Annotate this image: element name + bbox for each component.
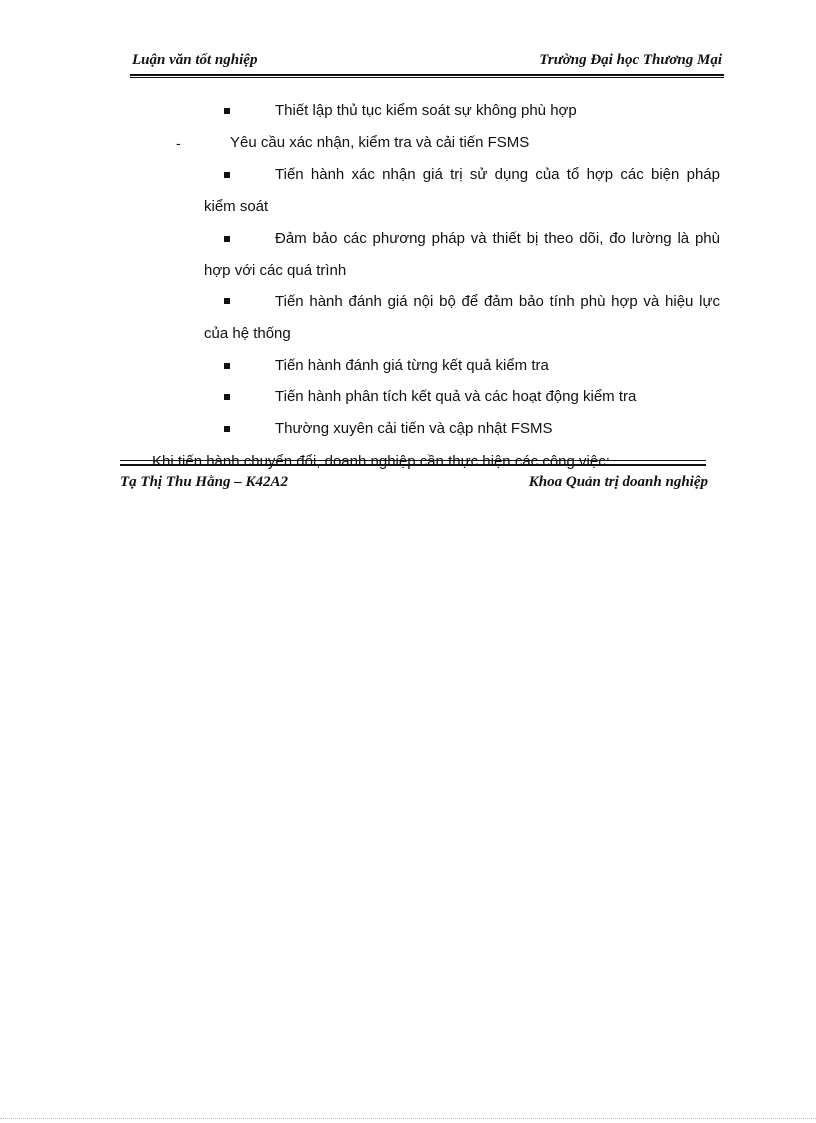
list-item: Đảm bảo các phương pháp và thiết bị theo dõi, đo lường là phù: [275, 230, 720, 247]
list-item: Thiết lập thủ tục kiểm soát sự không phù hợp: [275, 102, 577, 119]
struck-paragraph: Khi tiến hành chuyển đổi, doanh nghiệp cần thực hiện các công việc:: [152, 453, 610, 470]
list-item-continuation: hợp với các quá trình: [204, 262, 347, 279]
page-break-rule: [0, 1118, 816, 1119]
footer-faculty-label: Khoa Quản trị doanh nghiệp: [528, 474, 708, 490]
header-thesis-label: Luận văn tốt nghiệp: [132, 52, 258, 68]
list-item-heading: Yêu cầu xác nhận, kiểm tra và cải tiến FSMS: [230, 134, 530, 151]
strike-rule-thick: [120, 464, 706, 466]
bullet-icon: [224, 363, 230, 369]
list-item: Tiến hành đánh giá nội bộ để đảm bảo tính phù hợp và hiệu lực: [275, 293, 720, 310]
list-item: Thường xuyên cải tiến và cập nhật FSMS: [275, 420, 553, 437]
header-rule: [130, 74, 724, 76]
bullet-icon: [224, 172, 230, 178]
bullet-icon: [224, 236, 230, 242]
dash-icon: -: [176, 135, 181, 151]
list-item-continuation: kiểm soát: [204, 198, 269, 215]
page-footer: [120, 474, 708, 496]
bullet-icon: [224, 394, 230, 400]
header-rule-thin: [130, 77, 724, 78]
list-item: Tiến hành xác nhận giá trị sử dụng của tổ hợp các biện pháp: [275, 166, 720, 183]
bullet-icon: [224, 426, 230, 432]
list-item: Tiến hành đánh giá từng kết quả kiểm tra: [275, 357, 549, 374]
bullet-icon: [224, 298, 230, 304]
page-header: [132, 52, 722, 74]
strike-rule: [120, 460, 706, 461]
bullet-icon: [224, 108, 230, 114]
list-item-continuation: của hệ thống: [204, 325, 291, 342]
footer-author-label: Tạ Thị Thu Hằng – K42A2: [120, 474, 288, 490]
header-university-label: Trường Đại học Thương Mại: [539, 52, 722, 68]
list-item: Tiến hành phân tích kết quả và các hoạt động kiểm tra: [275, 388, 637, 405]
